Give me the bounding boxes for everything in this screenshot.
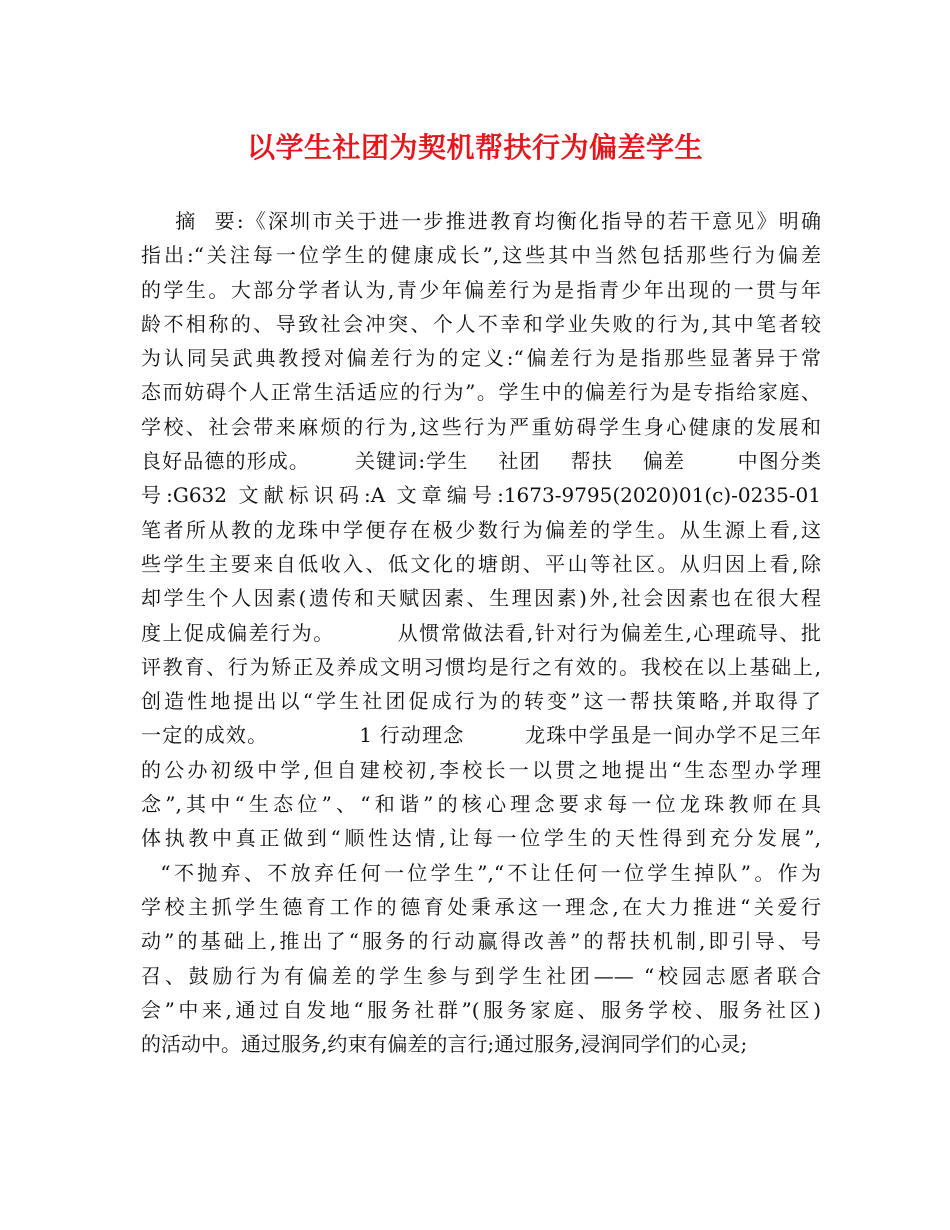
body-text-line: 一定的成效。 1 行动理念 龙珠中学虽是一间办学不足三年 [141,723,821,748]
body-text-line: 度上促成偏差行为。 从惯常做法看,针对行为偏差生,心理疏导、批 [141,620,821,645]
body-text-line: 些学生主要来自低收入、低文化的塘朗、平山等社区。从归因上看,除 [141,551,821,576]
body-text-line: 学校主抓学生德育工作的德育处秉承这一理念,在大力推进“关爱行 [141,894,821,919]
body-text-line: 为认同吴武典教授对偏差行为的定义:“偏差行为是指那些显著异于常 [141,346,821,371]
body-text-line: 龄不相称的、导致社会冲突、个人不幸和学业失败的行为,其中笔者较 [141,311,821,336]
body-text-line: 笔者所从教的龙珠中学便存在极少数行为偏差的学生。从生源上看,这 [141,517,821,542]
document-body [141,204,821,1061]
body-text-line: 摘 要:《深圳市关于进一步推进教育均衡化指导的若干意见》明确 [141,209,821,233]
body-text-line: 会”中来,通过自发地“服务社群”(服务家庭、服务学校、服务社区) [141,997,821,1022]
body-text-line: 的学生。大部分学者认为,青少年偏差行为是指青少年出现的一贯与年 [141,277,821,302]
body-text-line: “不抛弃、不放弃任何一位学生”,“不让任何一位学生掉队”。作为 [141,860,821,885]
body-text-line: 的活动中。通过服务,约束有偏差的言行;通过服务,浸润同学们的心灵; [141,1032,748,1057]
body-text-line: 号:G632 文献标识码:A 文章编号:1673-9795(2020)01(c)-0235-01 [141,483,821,508]
body-text-line: 动”的基础上,推出了“服务的行动赢得改善”的帮扶机制,即引导、号 [141,929,821,954]
body-text-line: 念”,其中“生态位”、“和谐”的核心理念要求每一位龙珠教师在具 [141,792,821,817]
body-text-line: 良好品德的形成。 关键词:学生 社团 帮扶 偏差 中图分类 [141,449,821,474]
body-text-line: 指出:“关注每一位学生的健康成长”,这些其中当然包括那些行为偏差 [141,243,821,268]
body-text-line: 学校、社会带来麻烦的行为,这些行为严重妨碍学生身心健康的发展和 [141,414,821,439]
body-text-line: 创造性地提出以“学生社团促成行为的转变”这一帮扶策略,并取得了 [141,689,821,714]
body-text-line: 的公办初级中学,但自建校初,李校长一以贯之地提出“生态型办学理 [141,757,821,782]
body-text-line: 召、鼓励行为有偏差的学生参与到学生社团—— “校园志愿者联合 [141,963,821,988]
body-text-line: 体执教中真正做到“顺性达情,让每一位学生的天性得到充分发展”, [141,826,821,851]
body-text-line: 评教育、行为矫正及养成文明习惯均是行之有效的。我校在以上基础上, [141,654,821,679]
body-text-line: 态而妨碍个人正常生活适应的行为”。学生中的偏差行为是专指给家庭、 [141,380,821,405]
body-text-line: 却学生个人因素(遗传和天赋因素、生理因素)外,社会因素也在很大程 [141,586,821,611]
document-title: 以学生社团为契机帮扶行为偏差学生 [246,131,703,164]
